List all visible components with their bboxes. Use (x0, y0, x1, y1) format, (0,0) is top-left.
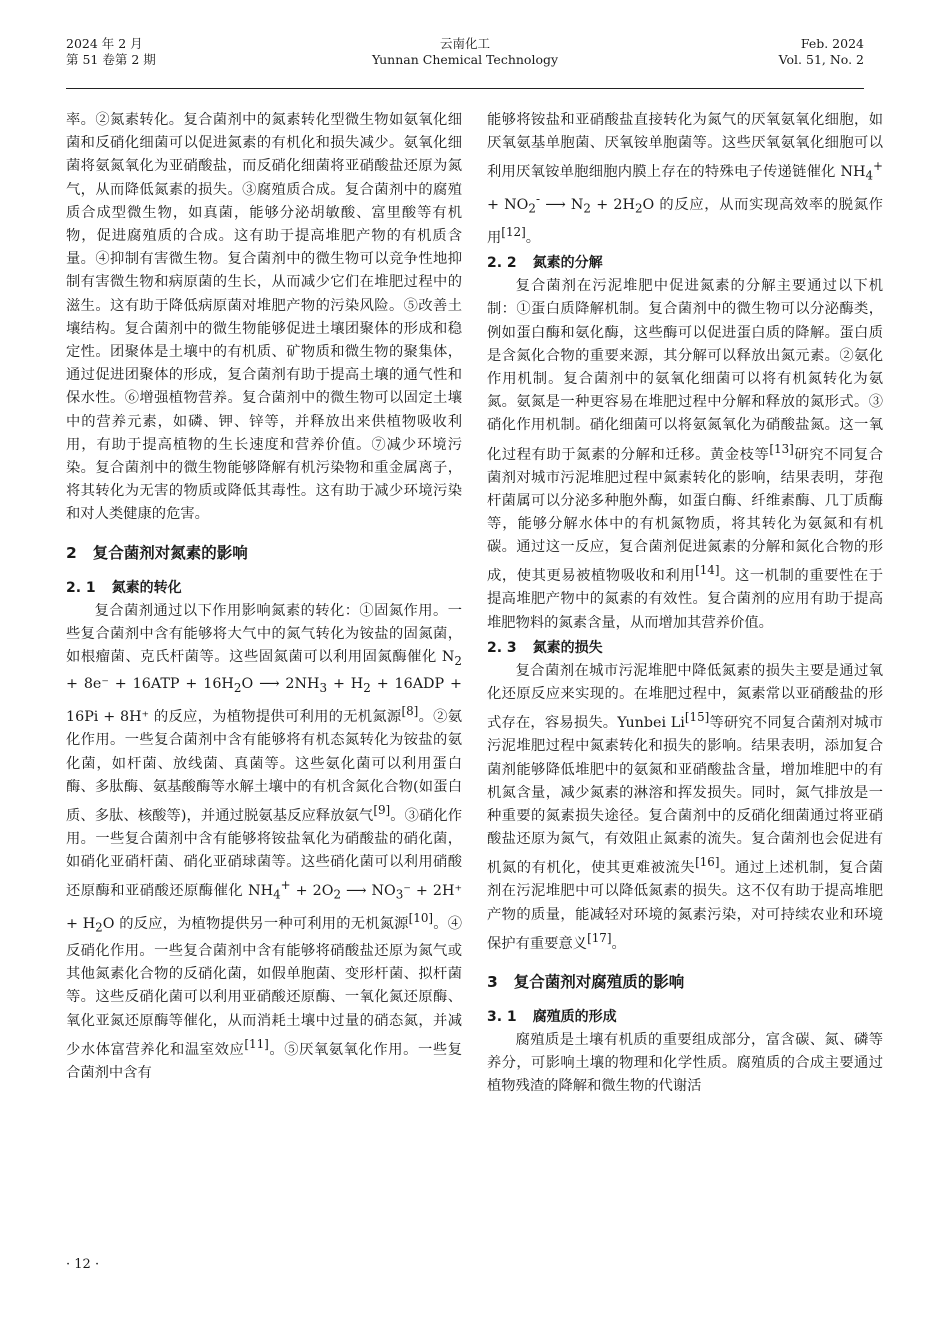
equation-run: O ⟶ 2NH (241, 676, 320, 693)
header-date-en-line1: Feb. 2024 (800, 36, 864, 51)
paragraph (487, 275, 883, 635)
citation: [15] (684, 710, 710, 725)
paragraph (66, 600, 462, 1085)
equation-run: + 2O (290, 883, 334, 900)
paragraph: 率。②氮素转化。复合菌剂中的氮素转化型微生物如氨氧化细菌和反硝化细菌可以促进氮素的有机化和损失减少。氨氧化细菌将氨氮氧化为亚硝酸盐，而反硝化细菌将亚硝酸盐还原为氮气，从而降低氮素的损失。③腐殖质合成。复合菌剂中的腐殖质合成型微生物，如真菌，能够分泌胡敏酸、富里酸等有机物，促进腐殖质的合成。这有助于提高堆肥产物的有机质含量。④抑制有害微生物。复合菌剂中的微生物可以竞争性地抑制有害微生物和病原菌的生长，从而减少它们在堆肥过程中的滋生。这有助于降低病原菌对堆肥产物的污染风险。⑤改善土壤结构。复合菌剂中的微生物能够促进土壤团聚体的形成和稳定性。团聚体是土壤中的有机质、矿物质和微生物的聚集体，通过促进团聚体的形成，复合菌剂有助于提高土壤的通气性和保水性。⑥增强植物营养。复合菌剂中的微生物可以固定土壤中的营养元素，如磷、钾、锌等，并释放出来供植物吸收利用，有助于提高植物的生长速度和营养价值。⑦减少环境污染。复合菌剂中的微生物能够降解有机污染物和重金属离子，将其转化为无害的物质或降低其毒性。这有助于减少环境污染和对人类健康的危害。 (66, 112, 462, 523)
equation-run: O 的反应，为植物提供另一种可利用的无机氮源 (102, 915, 409, 932)
text-run: 复合菌剂通过以下作用影响氮素的转化：①固氮作用。一些复合菌剂中含有能够将大气中的氮气转化为铵盐的固氮菌，如根瘤菌、克氏杆菌等。这些固氮菌可以利用固氮酶催化 N (66, 602, 462, 666)
text-run: 。 (611, 935, 626, 952)
subsection-number: 2. 1 (66, 579, 96, 596)
equation-run: + 16ADP + 16Pi + 8H⁺ 的反应，为植物提供可利用的无机氮源 (66, 676, 462, 726)
citation: [13] (769, 441, 794, 456)
subsection-title: 氮素的分解 (532, 255, 603, 272)
section-number: 3 (487, 972, 498, 991)
text-run: 。④反硝化作用。一些复合菌剂中含有能够将硝酸盐还原为氮气或其他氮素化合物的反硝化菌，如假单胞菌、变形杆菌、拟杆菌等。这些反硝化菌可以利用亚硝酸还原酶、一氧化氮还原酶、氧化亚氮还原酶等催化，从而消耗土壤中过量的硝态氮，并减少水体富营养化和温室效应 (66, 915, 463, 1058)
subscript: 2 (233, 681, 242, 696)
subsection-heading-2-3 (487, 637, 883, 660)
text-run: 。②氨化作用。一些复合菌剂中含有能够将有机态氮转化为铵盐的氨化菌，如杆菌、放线菌、真菌等。这些氨化菌可以利用蛋白酶、多肽酶、氨基酸酶等水解土壤中的有机含氮化合物(如蛋白质、多肽、核酸等)，并通过脱氨基反应释放氨气 (66, 709, 463, 824)
right-column (487, 109, 883, 1099)
text-run: 等研究不同复合菌剂对城市污泥堆肥过程中氮素转化和损失的影响。结果表明，添加复合菌剂能够降低堆肥中的氨氮和亚硝酸盐含量，增加堆肥中的有机氮含量，减少氮素的淋溶和挥发损失。同时，氮气排放是一种重要的氮素损失途径。复合菌剂中的反硝化细菌通过将亚硝酸盐还原为氮气，有效阻止氮素的流失。复合菌剂也会促进有机氮的有机化，使其更难被流失 (487, 715, 883, 877)
subsection-heading-2-1 (66, 577, 462, 600)
citation: [9] (373, 802, 391, 817)
header-volume-issue: 第 51 卷第 2 期 (66, 52, 156, 67)
running-header (66, 36, 864, 82)
section-heading-3 (487, 970, 883, 994)
citation: [8] (401, 704, 419, 719)
subscript: 3 (395, 887, 404, 902)
header-date-en (779, 36, 864, 68)
citation: [12] (501, 225, 526, 240)
equation-run: O 的反应，从而实现高效率的脱氮作用 (487, 197, 883, 246)
header-date: 2024 年 2 月 (66, 36, 143, 51)
equation-run: + H (327, 676, 364, 693)
text-run: 。⑤厌氧氨氧化作用。一些复合菌剂中含有 (66, 1041, 463, 1081)
subscript: 2 (528, 201, 536, 216)
section-title: 复合菌剂对氮素的影响 (92, 543, 248, 562)
subsection-number: 2. 3 (487, 639, 517, 656)
citation: [11] (244, 1036, 269, 1051)
subscript: 2 (634, 201, 643, 216)
subsection-heading-3-1 (487, 1006, 883, 1029)
text-run: 。通过上述机制，复合菌剂在污泥堆肥中可以降低氮素的损失。这不仅有助于提高堆肥产物的质量，能减轻对环境的氮素污染，对可持续农业和环境保护有重要意义 (487, 860, 884, 952)
subscript: 4 (273, 887, 281, 902)
subscript: 2 (583, 201, 591, 216)
subscript: 2 (363, 681, 371, 696)
header-journal-cn: 云南化工 (439, 36, 490, 51)
equation-run: + 8e⁻ + 16ATP + 16H (66, 676, 234, 693)
subsection-number: 2. 2 (487, 255, 517, 272)
text-run: 。这一机制的重要性在于提高堆肥产物中的氮素的有效性。复合菌剂的应用有助于提高堆肥物料的氮素含量，从而增加其营养价值。 (487, 568, 884, 631)
header-rule (66, 88, 864, 89)
subsection-title: 氮素的转化 (111, 579, 182, 596)
paragraph: 腐殖质是土壤有机质的重要组成部分，富含碳、氮、磷等养分，可影响土壤的物理和化学性质。腐殖质的合成主要通过植物残渣的降解和微生物的代谢活 (487, 1031, 883, 1095)
equation-run: ⁻ + 2H⁺ + H (66, 883, 462, 932)
text-run: 研究不同复合菌剂对城市污泥堆肥过程中氮素转化的影响，结果表明，芽孢杆菌属可以分泌多种胞外酶，如蛋白酶、纤维素酶、几丁质酶等，能够分解水体中的有机氮物质，将其转化为氨氮和有机碳。通过这一反应，复合菌剂促进氮素的分解和氮化合物的形成，使其更易被植物吸收和利用 (487, 446, 883, 585)
subscript: 2 (333, 887, 342, 902)
equation-run: ⟶ NO (341, 883, 396, 900)
header-journal-en: Yunnan Chemical Technology (371, 52, 559, 67)
paragraph (487, 109, 883, 250)
citation: [14] (695, 563, 720, 578)
subsection-number: 3. 1 (487, 1008, 517, 1025)
subscript: 4 (865, 169, 874, 184)
subscript: 2 (95, 920, 103, 935)
subsection-heading-2-2 (487, 252, 883, 275)
subscript: 3 (319, 681, 328, 696)
equation-run: ⟶ N (540, 197, 584, 213)
page-number: · 12 · (66, 1257, 100, 1272)
header-journal (66, 36, 864, 68)
superscript: - (535, 192, 541, 207)
paragraph (487, 660, 883, 956)
subsection-title: 腐殖质的形成 (532, 1008, 617, 1025)
citation: [16] (695, 855, 720, 870)
text-run: 。③硝化作用。一些复合菌剂中含有能够将铵盐氧化为硝酸盐的硝化菌，如硝化亚硝杆菌、硝化亚硝球菌等。这些硝化菌可以利用硝酸还原酶和亚硝酸还原酶催化 NH (66, 807, 463, 900)
text-run: 复合菌剂在污泥堆肥中促进氮素的分解主要通过以下机制：①蛋白质降解机制。复合菌剂中的微生物可以分泌酶类，例如蛋白酶和氨化酶，这些酶可以促进蛋白质的降解。蛋白质是含氮化合物的重要来源，其分解可以释放出氮元素。②氨化作用机制。复合菌剂中的氨氧化细菌可以将有机氮转化为氨氮。氨氮是一种更容易在堆肥过程中分解和释放的氮形式。③硝化作用机制。硝化细菌可以将氨氮氧化为硝酸盐氮。这一氧化过程有助于氮素的分解和迁移。黄金枝等 (487, 278, 883, 463)
text-run: 能够将铵盐和亚硝酸盐直接转化为氮气的厌氧氨氧化细胞，如厌氧氨基单胞菌、厌氧铵单胞菌等。这些厌氧氨氧化细胞可以利用厌氧铵单胞细胞内膜上存在的特殊电子传递链催化 NH (487, 112, 883, 181)
superscript: + (280, 878, 291, 893)
left-column (66, 109, 462, 1085)
section-title: 复合菌剂对腐殖质的影响 (513, 972, 685, 991)
citation: [17] (587, 930, 612, 945)
section-heading-2 (66, 541, 462, 565)
header-volume-en: Vol. 51, No. 2 (778, 52, 864, 67)
subsection-title: 氮素的损失 (532, 639, 603, 656)
text-run: 。 (525, 229, 541, 246)
superscript: + (873, 159, 883, 174)
citation: [10] (408, 911, 434, 926)
equation-run: + 2H (591, 197, 635, 213)
text-run: 复合菌剂在城市污泥堆肥中降低氮素的损失主要是通过氧化还原反应来实现的。在堆肥过程中，氮素常以亚硝酸盐的形式存在，容易损失。Yunbei Li (487, 663, 883, 732)
section-number: 2 (66, 543, 77, 562)
equation-run: + NO (487, 197, 529, 213)
subscript: 2 (454, 654, 462, 669)
